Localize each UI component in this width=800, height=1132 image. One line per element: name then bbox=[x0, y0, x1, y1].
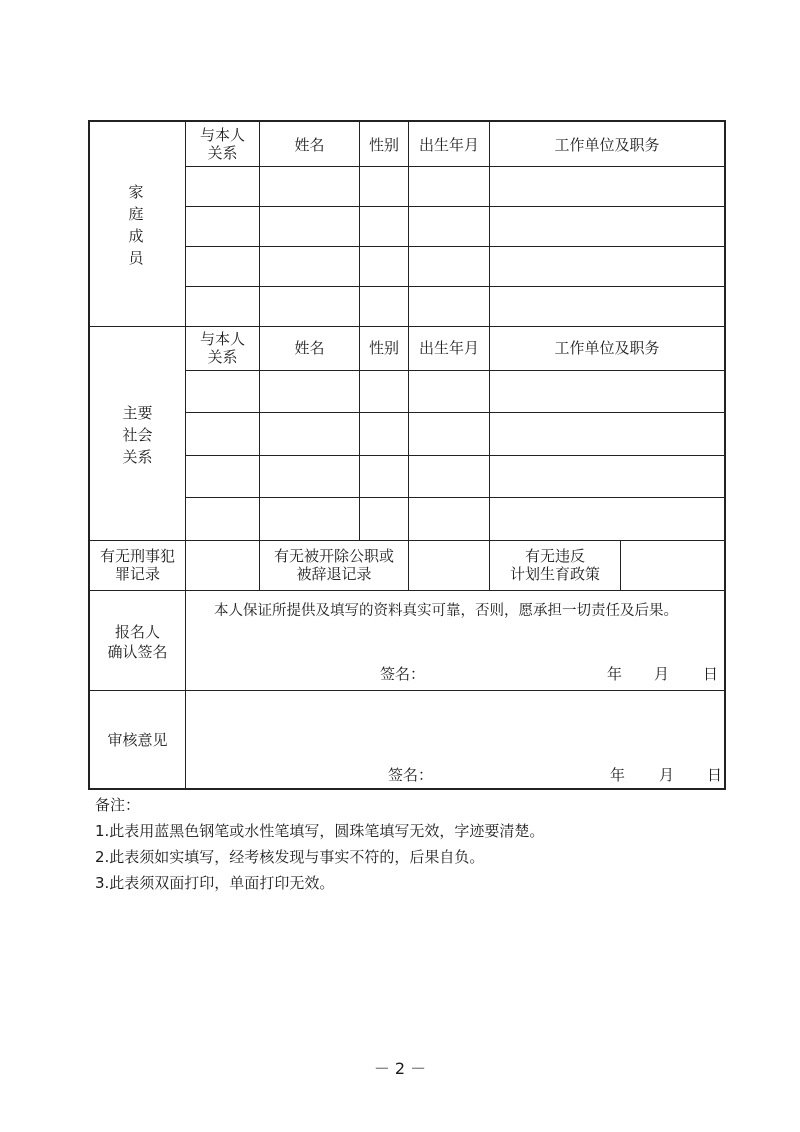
confirm-label: 报名人 确认签名 bbox=[107, 623, 168, 661]
review-year: 年 bbox=[610, 766, 626, 784]
family-label-char: 家 bbox=[128, 183, 144, 201]
social-row-line-1 bbox=[185, 412, 725, 413]
review-day: 日 bbox=[707, 766, 723, 784]
social-header-birth: 出生年月 bbox=[418, 339, 479, 357]
col-divider-work bbox=[489, 120, 490, 540]
social-section-label: 主要 社会 关系 bbox=[122, 404, 153, 466]
social-row-line-3 bbox=[185, 497, 725, 498]
confirm-day: 日 bbox=[703, 665, 719, 683]
note-item-3: 3.此表须双面打印，单面打印无效。 bbox=[95, 874, 335, 892]
confirm-label-divider bbox=[185, 590, 186, 790]
table-border-bottom bbox=[88, 788, 726, 790]
review-month: 月 bbox=[659, 766, 675, 784]
social-header-relation: 与本人 关系 bbox=[199, 330, 245, 366]
col-divider-name bbox=[259, 120, 260, 540]
review-sign-label: 签名： bbox=[388, 766, 434, 784]
family-row-line-1 bbox=[185, 206, 725, 207]
records-divider-1 bbox=[185, 540, 186, 590]
notes-title: 备注： bbox=[95, 796, 141, 814]
family-row-line-2 bbox=[185, 246, 725, 247]
family-label-char: 庭 bbox=[128, 205, 144, 223]
family-header-gender: 性别 bbox=[368, 136, 399, 154]
review-label: 审核意见 bbox=[107, 731, 168, 749]
family-label-char: 成 bbox=[128, 227, 144, 245]
family-social-separator bbox=[88, 326, 726, 327]
family-section-label bbox=[126, 181, 146, 269]
family-label-char: 员 bbox=[128, 249, 144, 267]
col-divider-birth bbox=[408, 120, 409, 540]
records-divider-5 bbox=[620, 540, 621, 590]
family-header-work: 工作单位及职务 bbox=[554, 136, 660, 154]
confirm-year: 年 bbox=[607, 665, 623, 683]
confirm-month: 月 bbox=[654, 665, 670, 683]
confirm-statement: 本人保证所提供及填写的资料真实可靠，否则，愿承担一切责任及后果。 bbox=[214, 603, 678, 619]
table-border-top bbox=[88, 120, 726, 122]
confirm-sign-label: 签名： bbox=[380, 665, 426, 683]
family-planning-label: 有无违反 计划生育政策 bbox=[509, 547, 600, 583]
records-divider-3 bbox=[408, 540, 409, 590]
social-header-work: 工作单位及职务 bbox=[554, 339, 660, 357]
note-item-2: 2.此表须如实填写，经考核发现与事实不符的，后果自负。 bbox=[95, 848, 485, 866]
social-row-line-2 bbox=[185, 455, 725, 456]
social-header-bottom bbox=[185, 370, 725, 371]
confirm-review-separator bbox=[88, 690, 726, 691]
page-number: － 2 － bbox=[373, 1059, 427, 1078]
family-header-birth: 出生年月 bbox=[418, 136, 479, 154]
social-header-name: 姓名 bbox=[294, 339, 325, 357]
family-header-relation: 与本人 关系 bbox=[199, 126, 245, 162]
family-header-name: 姓名 bbox=[294, 136, 325, 154]
criminal-record-label: 有无刑事犯 罪记录 bbox=[99, 547, 175, 583]
dismissal-record-label: 有无被开除公职或 被辞退记录 bbox=[273, 547, 394, 583]
social-records-separator bbox=[88, 540, 726, 541]
col-divider-gender bbox=[359, 120, 360, 540]
records-confirm-separator bbox=[88, 590, 726, 591]
family-header-bottom bbox=[185, 166, 725, 167]
social-header-gender: 性别 bbox=[368, 339, 399, 357]
note-item-1: 1.此表用蓝黑色钢笔或水性笔填写，圆珠笔填写无效，字迹要清楚。 bbox=[95, 822, 545, 840]
family-row-line-3 bbox=[185, 286, 725, 287]
